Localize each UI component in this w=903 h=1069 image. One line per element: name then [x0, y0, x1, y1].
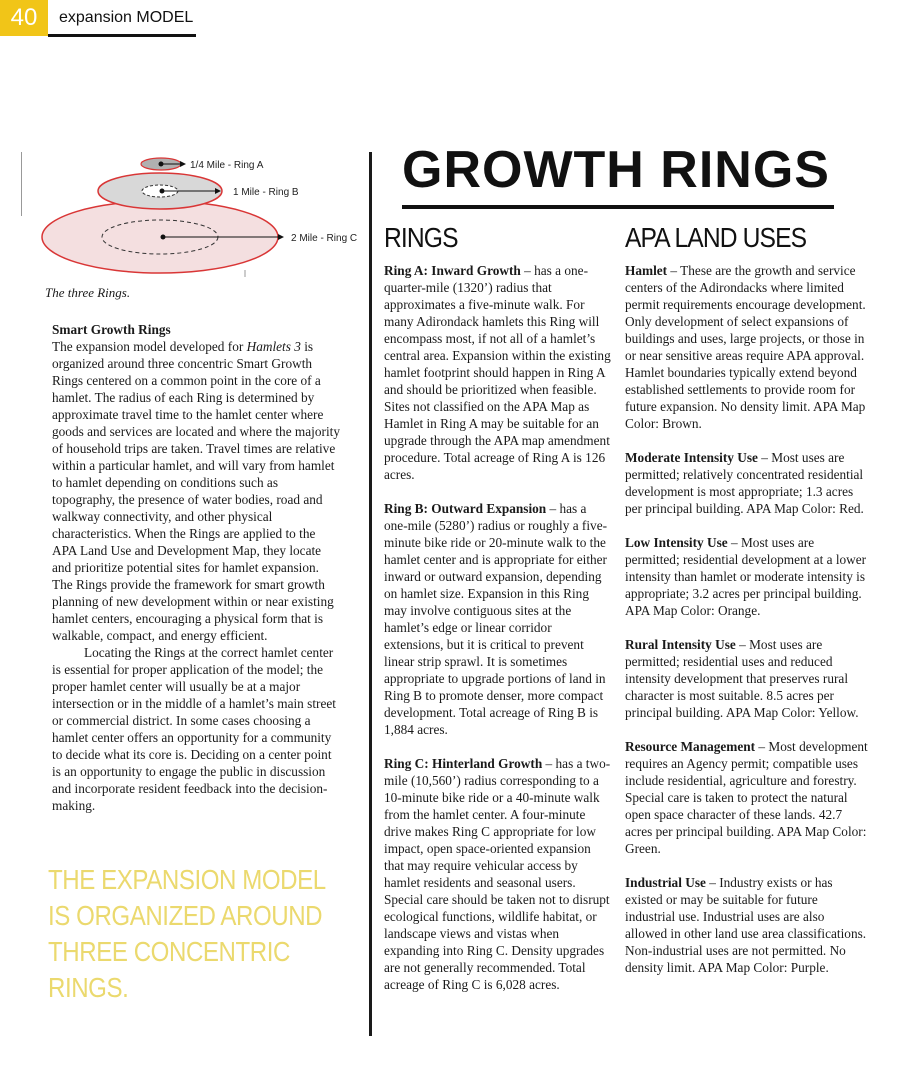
- land-use-entry: Rural Intensity Use – Most uses are permitted; residential uses and reduced intensity development that preserves rural character is most suitable. 8.5 acres per principal building. APA Map Color: Yellow.: [625, 637, 859, 720]
- ring-a-label: 1/4 Mile - Ring A: [190, 160, 264, 171]
- section-label: expansion MODEL: [59, 9, 194, 26]
- land-use-entry: Moderate Intensity Use – Most uses are permitted; relatively concentrated residential development is most appropriate; 1.3 acres per principal building. APA Map Color: Red.: [625, 450, 864, 516]
- rings-column: [384, 262, 612, 1010]
- ring-entry: Ring B: Outward Expansion – has a one-mile (5280’) radius or roughly a five-minute bike ride or 20-minute walk to the hamlet center and is appropriate for either inward or outward expansion, depending on hamlet size. Expansion in this Ring may involve contiguous sites at the hamlet’s edge or linear corridor extensions, but it is critical to prevent linear strip sprawl. It is sometimes appropriate to upgrade portions of land in Ring B to promote denser, more compact development. Total acreage of Ring B is 1,884 acres.: [384, 501, 608, 737]
- ring-c-label: 2 Mile - Ring C: [291, 233, 358, 244]
- header-rule: [48, 34, 196, 37]
- title-rule: [402, 205, 834, 209]
- land-uses-column: [625, 262, 868, 993]
- page-title: GROWTH RINGS: [402, 141, 830, 199]
- column-divider: [369, 152, 372, 1036]
- ring-entry: Ring A: Inward Growth – has a one-quarter-mile (1320’) radius that approximates a five-minute walk. For many Adirondack hamlets this Ring will encompass most, if not all of a hamlet’s central area. Expansion within the existing hamlet footprint should happen in Ring A and should be prioritized when feasible. Sites not classified on the APA Map as Hamlet in Ring A may be suitable for an upgrade through the APA map amendment procedure. Total acreage of Ring A is 126 acres.: [384, 263, 611, 482]
- left-body-text: [52, 321, 340, 814]
- left-paragraph-1: The expansion model developed for Hamlets 3 is organized around three concentric Smart Growth Rings centered on a common point in the core of a hamlet. The radius of each Ring is determined by approximate travel time to the hamlet center where goods and services are located and where the majority of household trips are taken. Travel times are relative within a particular hamlet, and will vary from hamlet to hamlet depending on conditions such as topography, the presence of water bodies, road and walkway connectivity, and other physical characteristics. When the Rings are applied to the APA Land Use and Development Map, they locate and prioritize potential sites for hamlet expansion. The Rings provide the framework for smart growth planning of new development within or near existing hamlet centers, encouraging a physical form that is walkable, compact, and energy efficient.: [52, 339, 340, 643]
- ring-b-label: 1 Mile - Ring B: [233, 187, 299, 198]
- page-number: 40: [0, 0, 48, 36]
- rings-heading: RINGS: [384, 222, 458, 253]
- left-heading: Smart Growth Rings: [52, 322, 171, 337]
- figure-caption: The three Rings.: [45, 285, 131, 300]
- pull-quote: THE EXPANSION MODEL IS ORGANIZED AROUND THREE CONCENTRIC RINGS.: [48, 864, 325, 1003]
- growth-rings-diagram: [40, 152, 365, 277]
- land-use-entry: Low Intensity Use – Most uses are permitted; residential development at a lower intensity than hamlet or moderate intensity is appropriate; 3.2 acres per principal building. APA Map Color: Orange.: [625, 535, 867, 618]
- margin-rule: [21, 152, 22, 216]
- left-paragraph-2: Locating the Rings at the correct hamlet center is essential for proper application of the model; the proper hamlet center will usually be at a major intersection or in the middle of a hamlet’s main street or commercial district. In some cases choosing a hamlet center offers an opportunity for a community to decide what its core is. Deciding on a center point is an opportunity to engage the public in discussion and incorporate resident feedback into the decision-making.: [52, 645, 336, 813]
- land-uses-heading: APA LAND USES: [625, 222, 807, 253]
- ring-entry: Ring C: Hinterland Growth – has a two-mile (10,560’) radius corresponding to a 10-minute bike ride or a 40-minute walk from the hamlet center. A four-minute drive makes Ring C appropriate for low impact, open space-oriented expansion that may require vehicular access by hamlet residents and seasonal users. Special care should be taken not to disrupt ecological functions, wildlife habitat, or landscape views and vistas when expanding into Ring C. Density upgrades are not generally recommended. Total acreage of Ring C is 6,028 acres.: [384, 756, 611, 992]
- land-use-entry: Hamlet – These are the growth and service centers of the Adirondacks where limited permit requirements encourage development. Only development of select expansions of buildings and uses, large projects, or those in or near sensitive areas require APA approval. Hamlet boundaries typically extend beyond established settlements to provide room for future expansion. No density limit. APA Map Color: Brown.: [625, 263, 866, 431]
- land-use-entry: Resource Management – Most development requires an Agency permit; compatible uses include residential, agriculture and forestry. Special care is taken to protect the natural open space character of these lands. 42.7 acres per principal building. APA Map Color: Green.: [625, 739, 868, 856]
- land-use-entry: Industrial Use – Industry exists or has existed or may be suitable for future industrial use. Industrial uses are also allowed in other land use area classifications. Non-industrial uses are not permitted. No density limit. APA Map Color: Purple.: [625, 875, 867, 975]
